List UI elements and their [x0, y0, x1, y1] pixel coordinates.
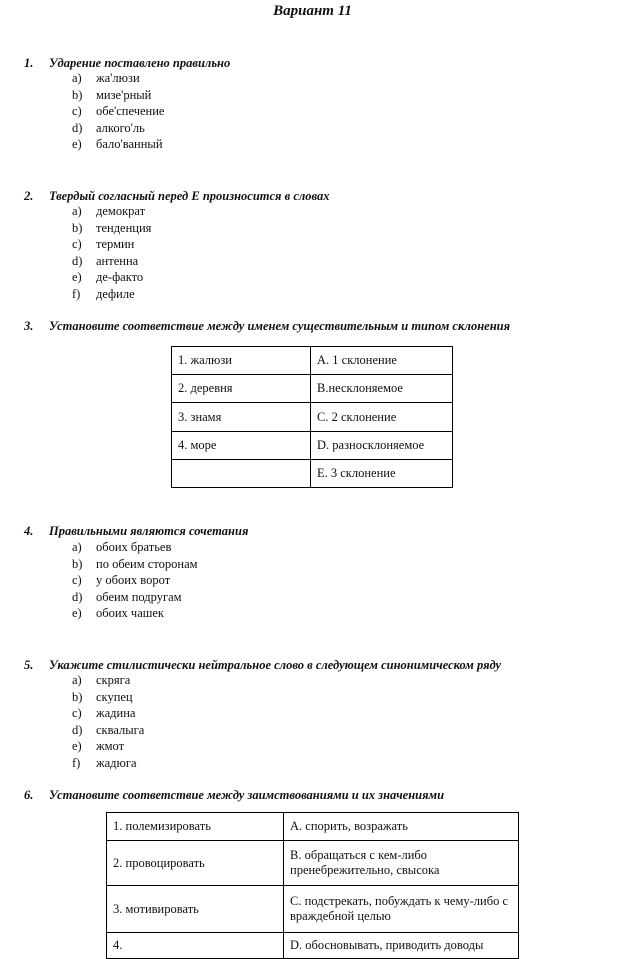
- option-c: [72, 103, 164, 120]
- option-letter: a): [72, 71, 82, 85]
- option-c: [72, 705, 144, 722]
- question-3-heading: [24, 319, 614, 334]
- question-text: Укажите стилистически нейтральное слово в следующем синонимическом ряду: [49, 658, 502, 672]
- option-e: [72, 136, 164, 153]
- option-letter: e): [72, 739, 82, 753]
- option-text: де-факто: [96, 270, 144, 284]
- option-text: жадюга: [96, 755, 137, 770]
- option-letter: c): [72, 104, 82, 118]
- table-cell: А. 1 склонение: [311, 347, 453, 375]
- option-letter: f): [72, 286, 81, 301]
- table-cell: 2. деревня: [172, 375, 311, 403]
- question-4-options: [72, 539, 198, 622]
- option-text: обеим подругам: [96, 589, 182, 604]
- option-e: [72, 738, 144, 755]
- question-3-match-table: [171, 346, 453, 488]
- option-text: обоих чашек: [96, 606, 165, 620]
- table-row: [172, 432, 453, 460]
- option-letter: d): [72, 722, 83, 737]
- option-text: антенна: [96, 253, 139, 268]
- question-text: Твердый согласный перед Е произносится в словах: [49, 189, 330, 203]
- table-cell: [172, 460, 311, 488]
- option-b: [72, 87, 164, 104]
- question-5-heading: [24, 658, 614, 673]
- table-row: [107, 813, 519, 841]
- table-row: [107, 841, 519, 886]
- option-text: тенденция: [96, 220, 152, 235]
- option-text: обе'спечение: [96, 104, 165, 118]
- option-letter: e): [72, 606, 82, 620]
- question-number: 6.: [24, 788, 34, 802]
- table-row: [172, 347, 453, 375]
- table-row: [172, 460, 453, 488]
- option-c: [72, 572, 198, 589]
- question-5-options: [72, 672, 144, 771]
- question-1-heading: [24, 56, 614, 71]
- option-letter: d): [72, 120, 83, 135]
- option-d: [72, 722, 144, 739]
- question-number: 4.: [24, 524, 34, 538]
- option-e: [72, 269, 151, 286]
- table-cell: 3. мотивировать: [107, 886, 284, 933]
- table-cell: 1. полемизировать: [107, 813, 284, 841]
- option-a: [72, 672, 144, 689]
- option-letter: a): [72, 204, 82, 218]
- option-letter: e): [72, 137, 82, 151]
- option-c: [72, 236, 151, 253]
- option-text: дефиле: [96, 286, 135, 301]
- option-f: [72, 286, 151, 303]
- question-text: Ударение поставлено правильно: [49, 56, 231, 70]
- table-cell: 4.: [107, 933, 284, 959]
- table-cell: 3. знамя: [172, 403, 311, 432]
- option-text: обоих братьев: [96, 540, 172, 554]
- option-letter: c): [72, 237, 82, 251]
- option-d: [72, 253, 151, 270]
- table-cell: D. разносклоняемое: [311, 432, 453, 460]
- question-number: 2.: [24, 189, 34, 203]
- option-letter: b): [72, 689, 83, 704]
- table-cell: С. 2 склонение: [311, 403, 453, 432]
- option-text: у обоих ворот: [96, 573, 171, 587]
- option-f: [72, 755, 144, 772]
- option-text: мизе'рный: [96, 87, 152, 102]
- option-text: сквалыга: [96, 722, 145, 737]
- option-text: по обеим сторонам: [96, 556, 198, 571]
- option-letter: d): [72, 253, 83, 268]
- option-letter: a): [72, 540, 82, 554]
- option-letter: e): [72, 270, 82, 284]
- table-row: [107, 886, 519, 933]
- option-text: демократ: [96, 204, 146, 218]
- option-text: алкого'ль: [96, 120, 145, 135]
- option-letter: c): [72, 706, 82, 720]
- option-b: [72, 220, 151, 237]
- option-letter: b): [72, 87, 83, 102]
- question-text: Установите соответствие между именем существительным и типом склонения: [49, 319, 511, 333]
- option-d: [72, 120, 164, 137]
- option-text: бало'ванный: [96, 137, 163, 151]
- option-text: жмот: [96, 739, 125, 753]
- option-letter: f): [72, 755, 81, 770]
- table-cell: E. 3 склонение: [311, 460, 453, 488]
- option-d: [72, 589, 198, 606]
- page-title: Вариант 11: [273, 3, 352, 19]
- option-text: термин: [96, 237, 135, 251]
- option-text: скупец: [96, 689, 133, 704]
- option-b: [72, 689, 144, 706]
- table-row: [172, 403, 453, 432]
- table-cell: 2. провоцировать: [107, 841, 284, 886]
- option-letter: a): [72, 673, 82, 687]
- option-text: жадина: [96, 706, 136, 720]
- table-row: [107, 933, 519, 959]
- table-cell: С. подстрекать, побуждать к чему-либо с враждебной целью: [284, 886, 519, 933]
- table-cell: В.несклоняемое: [311, 375, 453, 403]
- option-b: [72, 556, 198, 573]
- question-2-heading: [24, 189, 614, 204]
- option-letter: d): [72, 589, 83, 604]
- question-text: Правильными являются сочетания: [49, 524, 249, 538]
- option-e: [72, 605, 198, 622]
- question-text: Установите соответствие между заимствованиями и их значениями: [49, 788, 445, 802]
- table-cell: D. обосновывать, приводить доводы: [284, 933, 519, 959]
- option-letter: c): [72, 573, 82, 587]
- option-a: [72, 70, 164, 87]
- question-number: 5.: [24, 658, 34, 672]
- question-4-heading: [24, 524, 614, 539]
- table-cell: А. спорить, возражать: [284, 813, 519, 841]
- option-a: [72, 539, 198, 556]
- question-6-heading: [24, 788, 614, 803]
- question-6-match-table: [106, 812, 519, 959]
- option-letter: b): [72, 220, 83, 235]
- question-2-options: [72, 203, 151, 302]
- question-number: 1.: [24, 56, 34, 70]
- question-number: 3.: [24, 319, 34, 333]
- option-a: [72, 203, 151, 220]
- question-1-options: [72, 70, 164, 153]
- option-text: жа'люзи: [96, 71, 140, 85]
- option-text: скряга: [96, 673, 131, 687]
- table-cell: 1. жалюзи: [172, 347, 311, 375]
- table-cell: В. обращаться с кем-либо пренебрежительно, свысока: [284, 841, 519, 886]
- table-row: [172, 375, 453, 403]
- table-cell: 4. море: [172, 432, 311, 460]
- option-letter: b): [72, 556, 83, 571]
